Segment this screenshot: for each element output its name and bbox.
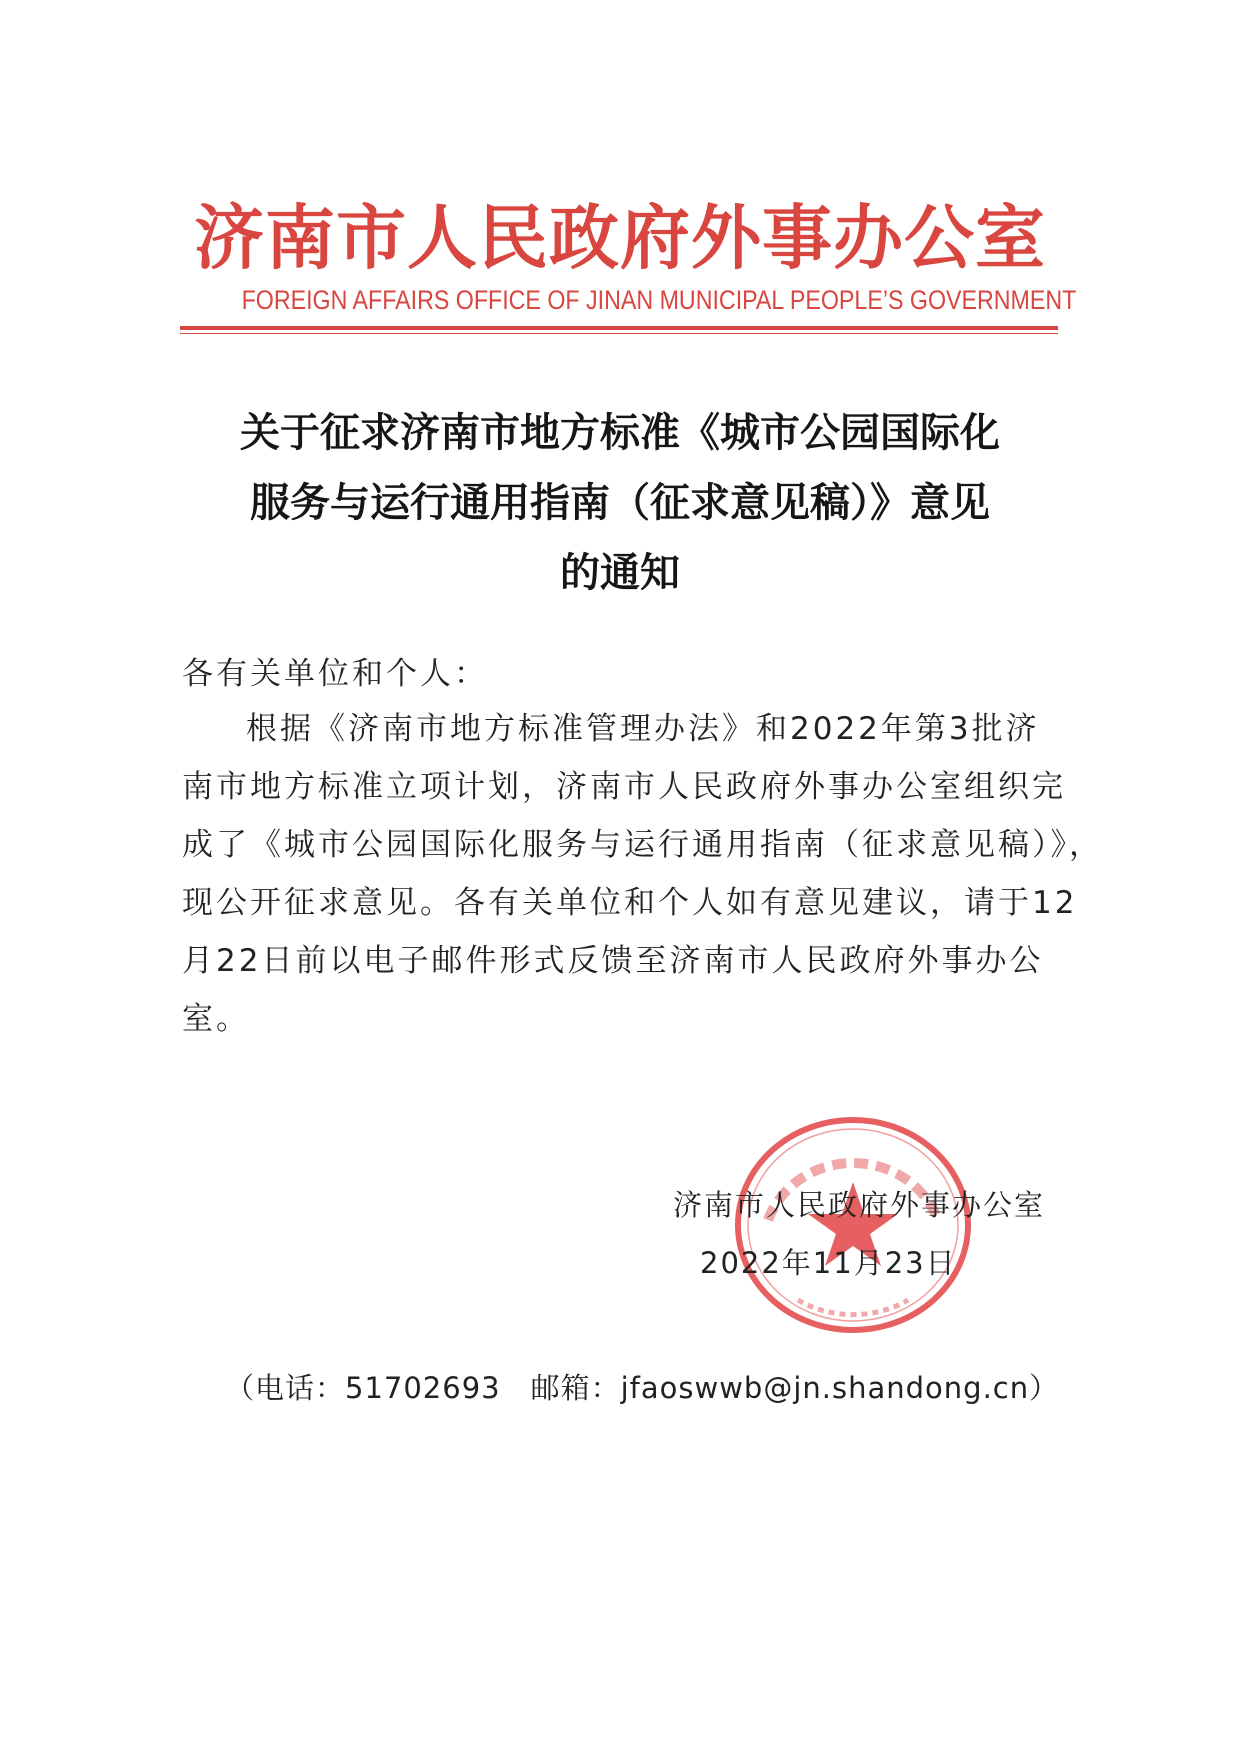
document-title — [170, 398, 1070, 608]
title-line: 关于征求济南市地方标准《城市公园国际化 — [240, 409, 1000, 456]
title-line: 服务与运行通用指南（征求意见稿）》意见 — [250, 479, 990, 526]
contact-info: （电话：51702693 邮箱：jfaoswwb@jn.shandong.cn） — [225, 1371, 1060, 1405]
signoff-date: 2022年11月23日 — [700, 1246, 957, 1280]
signoff-organization: 济南市人民政府外事办公室 — [672, 1188, 1045, 1222]
letterhead-divider-thin — [180, 333, 1058, 334]
letterhead-divider-thick — [180, 326, 1058, 330]
paragraph-line: 成了《城市公园国际化服务与运行通用指南（征求意见稿）》， — [182, 827, 1103, 863]
paragraph-line: 月22日前以电子邮件形式反馈至济南市人民政府外事办公 — [182, 943, 1044, 979]
official-seal-icon — [728, 1110, 978, 1340]
title-line: 的通知 — [560, 549, 680, 596]
paragraph-line: 现公开征求意见。各有关单位和个人如有意见建议，请于12 — [182, 885, 1078, 921]
paragraph-line: 室。 — [182, 1001, 250, 1037]
salutation: 各有关单位和个人： — [182, 656, 488, 692]
paragraph-line: 南市地方标准立项计划，济南市人民政府外事办公室组织完 — [182, 769, 1066, 805]
letterhead-org-name-en: FOREIGN AFFAIRS OFFICE OF JINAN MUNICIPAL PEOPLE’S GOVERNMENT — [241, 285, 1077, 315]
letterhead-org-name-cn: 济南市人民政府外事办公室 — [194, 196, 1046, 279]
body-paragraph — [182, 700, 1103, 1048]
paragraph-line: 根据《济南市地方标准管理办法》和2022年第3批济 — [246, 711, 1040, 747]
